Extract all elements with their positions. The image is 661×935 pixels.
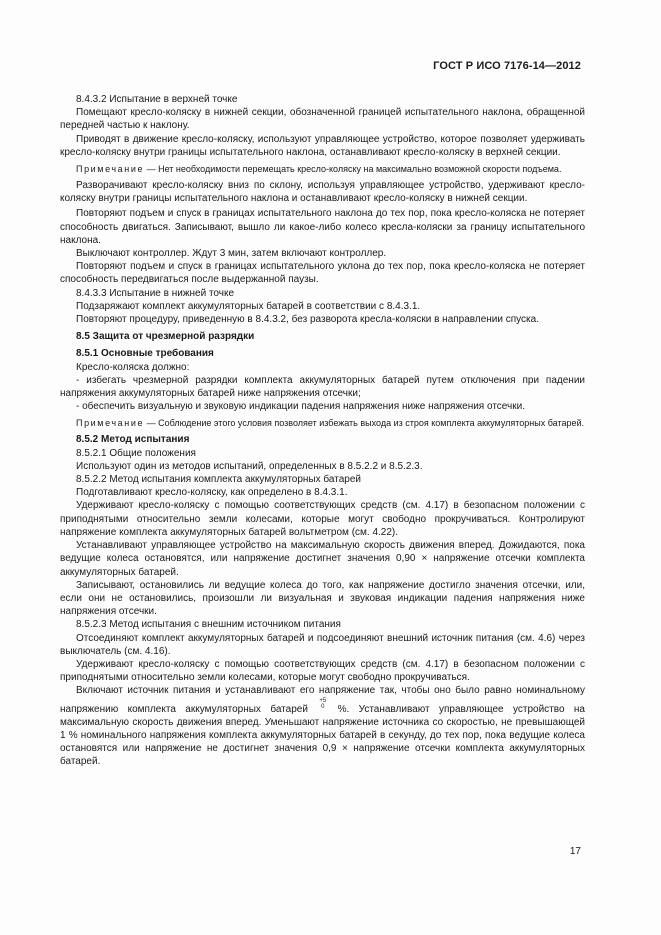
note — [60, 163, 585, 175]
tolerance-lower: 0 — [321, 703, 325, 710]
paragraph: Подзаряжают комплект аккумуляторных батарей в соответствии с 8.4.3.1. — [76, 300, 421, 312]
paragraph: Используют один из методов испытаний, определенных в 8.5.2.2 и 8.5.2.3. — [76, 460, 423, 472]
document-body — [60, 93, 585, 769]
paragraph: Записывают, остановились ли ведущие колеса до того, как напряжение достигло значения отсечки, или, если они не остановились, произошли ли визуальная и звуковая индикации падения напряжения ниже напряжения отсечки. — [60, 579, 585, 618]
page-number: 17 — [569, 846, 581, 857]
paragraph: Удерживают кресло-коляску с помощью соответствующих средств (см. 4.17) в безопасном положении с приподнятыми относительно земли колесами, которые могут свободно прокручиваться. — [60, 658, 585, 684]
paragraph: Отсоединяют комплект аккумуляторных батарей и подсоединяют внешний источник питания (см. 4.6) через выключатель (см. 4.16). — [60, 632, 585, 657]
subsection-heading: 8.5.1 Основные требования — [76, 348, 214, 360]
paragraph: Разворачивают кресло-коляску вниз по склону, используя управляющее устройство, удерживают кресло-коляску внутри границы испытательного наклона и останавливают кресло-коляску в нижней секции. — [60, 180, 585, 205]
note-label: Примечание — [76, 164, 145, 175]
paragraph: 8.5.2.3 Метод испытания с внешним источником питания — [76, 619, 341, 631]
paragraph: Устанавливают управляющее устройство на максимальную скорость движения вперед. Дожидаются, пока ведущие колеса остановятся, или напряжение достигнет значения 0,90 × напряжение отсечки комплекта аккумуляторных батарей. — [60, 540, 585, 578]
paragraph: Приводят в движение кресло-коляску, используют управляющее устройство, которое позволяет удерживать кресло-коляску внутри границы испытательного наклона, останавливают кресло-коляску в верхней секции. — [60, 133, 585, 158]
paragraph: Повторяют подъем и спуск в границах испытательного уклона до тех пор, пока кресло-коляска не потеряет способность передвигаться после выдержанной паузы. — [60, 261, 585, 286]
paragraph: 8.4.3.2 Испытание в верхней точке — [76, 94, 238, 105]
paragraph: Повторяют процедуру, приведенную в 8.4.3.2, без разворота кресла-коляски в направлении спуска. — [76, 314, 539, 326]
paragraph: Удерживают кресло-коляску с помощью соответствующих средств (см. 4.17) в безопасном положении с приподнятыми относительно земли колесами, которые могут свободно прокручиваться. Контролируют напряжение комплекта аккумуляторных батарей вольтметром (см. 4.22). — [60, 500, 585, 538]
subsection-heading: 8.5.2 Метод испытания — [76, 434, 190, 446]
list-item: - обеспечить визуальную и звуковую индикации падения напряжения ниже напряжения отсечки. — [76, 401, 525, 413]
voltage-tolerance — [319, 698, 326, 710]
list-item: - избегать чрезмерной разрядки комплекта аккумуляторных батарей путем отключения при падении напряжения аккумуляторных батарей ниже напряжения отсечки; — [60, 374, 585, 400]
paragraph: Подготавливают кресло-коляску, как определено в 8.4.3.1. — [76, 487, 348, 499]
paragraph: 8.5.2.1 Общие положения — [76, 447, 196, 459]
note-text: — Нет необходимости перемещать кресло-коляску на максимально возможной скорости подъема. — [144, 164, 562, 175]
note-label: Примечание — [76, 418, 145, 429]
section-heading: 8.5 Защита от чрезмерной разрядки — [76, 331, 255, 343]
paragraph: Выключают контроллер. Ждут 3 мин, затем включают контроллер. — [76, 248, 387, 260]
paragraph-text: Включают источник питания и устанавливают его напряжение так, чтобы оно было равно номинальному напряжению комплекта аккумуляторных батарей — [60, 685, 585, 715]
paragraph-text: %. Устанавливают управляющее устройство на максимальную скорость движения вперед. Уменьшают напряжение источника со скоростью, не превышающей 1 % номинального напряжения комплекта аккумуляторных батарей в секунду, до тех пор, пока ведущие колеса остановятся или напряжение не достигнет значения 0,9 × напряжение отсечки комплекта аккумуляторных батарей. — [60, 703, 585, 768]
paragraph — [60, 684, 585, 768]
tolerance-upper: +5 — [319, 697, 327, 704]
paragraph: 8.4.3.3 Испытание в нижней точке — [76, 287, 235, 299]
paragraph: 8.5.2.2 Метод испытания комплекта аккумуляторных батарей — [76, 474, 361, 486]
paragraph: Помещают кресло-коляску в нижней секции, обозначенной границей испытательного наклона, обращенной передней частью к наклону. — [60, 107, 585, 132]
note-text: — Соблюдение этого условия позволяет избежать выхода из строя комплекта аккумуляторных батарей. — [144, 418, 585, 429]
paragraph: Кресло-коляска должно: — [76, 361, 190, 373]
paragraph: Повторяют подъем и спуск в границах испытательного наклона до тех пор, пока кресло-коляска не потеряет способность двигаться. Записывают, вышло ли какое-либо колесо кресла-коляски за границу испытательного наклона. — [60, 208, 585, 246]
note — [60, 417, 585, 429]
document-header: ГОСТ Р ИСО 7176-14—2012 — [433, 60, 581, 72]
